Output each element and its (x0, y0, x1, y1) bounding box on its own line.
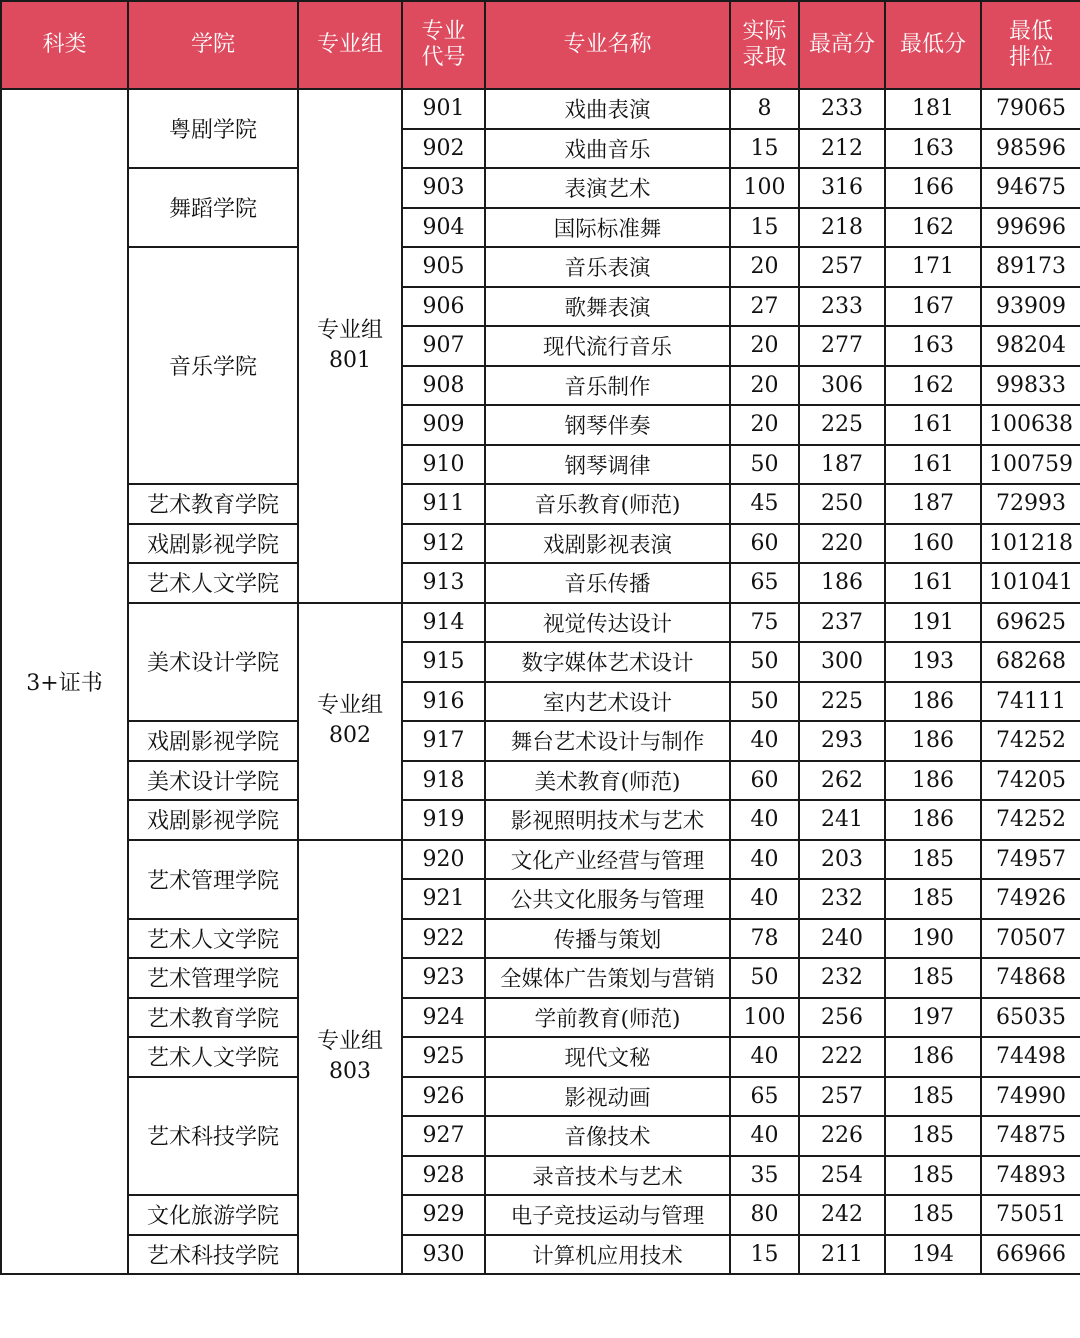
admitted-cell: 50 (730, 958, 799, 998)
table-row (1, 168, 1080, 208)
max-score-cell: 257 (799, 1077, 885, 1117)
min-score-cell: 187 (885, 484, 981, 524)
min-score-cell: 162 (885, 208, 981, 248)
table-row (1, 1077, 1080, 1117)
code-cell: 912 (402, 524, 485, 564)
min-score-cell: 185 (885, 840, 981, 880)
major-cell: 计算机应用技术 (485, 1235, 730, 1275)
max-score-cell: 242 (799, 1195, 885, 1235)
max-score-cell: 220 (799, 524, 885, 564)
college-cell: 美术设计学院 (128, 603, 298, 722)
max-score-cell: 241 (799, 800, 885, 840)
min-score-cell: 185 (885, 1116, 981, 1156)
min-score-cell: 185 (885, 958, 981, 998)
group-label: 专业组 (316, 317, 383, 343)
admitted-cell: 15 (730, 208, 799, 248)
min-rank-cell: 98596 (981, 129, 1080, 169)
code-cell: 901 (402, 89, 485, 129)
max-score-cell: 211 (799, 1235, 885, 1275)
header-rank-line2: 排位 (1008, 45, 1053, 70)
min-rank-cell: 100759 (981, 445, 1080, 485)
max-score-cell: 254 (799, 1156, 885, 1196)
college-cell: 戏剧影视学院 (128, 721, 298, 761)
major-cell: 室内艺术设计 (485, 682, 730, 722)
header-rank-line1: 最低 (1008, 19, 1053, 44)
header-min-rank (981, 1, 1080, 89)
group-number: 802 (329, 723, 371, 748)
major-cell: 现代文秘 (485, 1037, 730, 1077)
table-row (1, 919, 1080, 959)
admitted-cell: 15 (730, 129, 799, 169)
college-cell: 艺术科技学院 (128, 1077, 298, 1196)
code-cell: 923 (402, 958, 485, 998)
min-rank-cell: 70507 (981, 919, 1080, 959)
major-cell: 音乐制作 (485, 366, 730, 406)
admitted-cell: 65 (730, 563, 799, 603)
admitted-cell: 50 (730, 642, 799, 682)
major-cell: 影视动画 (485, 1077, 730, 1117)
min-rank-cell: 74205 (981, 761, 1080, 801)
table-row (1, 1037, 1080, 1077)
min-score-cell: 161 (885, 405, 981, 445)
code-cell: 917 (402, 721, 485, 761)
admitted-cell: 27 (730, 287, 799, 327)
major-cell: 戏曲表演 (485, 89, 730, 129)
group-cell (298, 840, 402, 1275)
admitted-cell: 8 (730, 89, 799, 129)
max-score-cell: 250 (799, 484, 885, 524)
min-rank-cell: 79065 (981, 89, 1080, 129)
admitted-cell: 35 (730, 1156, 799, 1196)
admitted-cell: 20 (730, 405, 799, 445)
table-row (1, 1235, 1080, 1275)
major-cell: 公共文化服务与管理 (485, 879, 730, 919)
max-score-cell: 293 (799, 721, 885, 761)
min-rank-cell: 74926 (981, 879, 1080, 919)
min-score-cell: 186 (885, 761, 981, 801)
min-rank-cell: 93909 (981, 287, 1080, 327)
college-cell: 艺术管理学院 (128, 840, 298, 919)
min-rank-cell: 72993 (981, 484, 1080, 524)
major-cell: 全媒体广告策划与营销 (485, 958, 730, 998)
min-rank-cell: 94675 (981, 168, 1080, 208)
header-category: 科类 (1, 1, 128, 89)
admitted-cell: 40 (730, 721, 799, 761)
min-rank-cell: 98204 (981, 326, 1080, 366)
min-score-cell: 193 (885, 642, 981, 682)
major-cell: 电子竞技运动与管理 (485, 1195, 730, 1235)
major-cell: 国际标准舞 (485, 208, 730, 248)
major-cell: 传播与策划 (485, 919, 730, 959)
max-score-cell: 212 (799, 129, 885, 169)
min-rank-cell: 74498 (981, 1037, 1080, 1077)
header-admitted-line2: 录取 (742, 45, 787, 70)
min-score-cell: 191 (885, 603, 981, 643)
header-college: 学院 (128, 1, 298, 89)
header-group: 专业组 (298, 1, 402, 89)
admitted-cell: 60 (730, 761, 799, 801)
group-cell (298, 89, 402, 603)
code-cell: 919 (402, 800, 485, 840)
max-score-cell: 233 (799, 89, 885, 129)
admitted-cell: 80 (730, 1195, 799, 1235)
table-row (1, 89, 1080, 129)
major-cell: 影视照明技术与艺术 (485, 800, 730, 840)
code-cell: 909 (402, 405, 485, 445)
min-score-cell: 190 (885, 919, 981, 959)
code-cell: 927 (402, 1116, 485, 1156)
max-score-cell: 262 (799, 761, 885, 801)
category-cell: 3+证书 (1, 89, 128, 1274)
code-cell: 925 (402, 1037, 485, 1077)
admitted-cell: 78 (730, 919, 799, 959)
major-cell: 美术教育(师范) (485, 761, 730, 801)
max-score-cell: 256 (799, 998, 885, 1038)
min-rank-cell: 74893 (981, 1156, 1080, 1196)
code-cell: 905 (402, 247, 485, 287)
max-score-cell: 237 (799, 603, 885, 643)
min-score-cell: 166 (885, 168, 981, 208)
college-cell: 艺术人文学院 (128, 919, 298, 959)
major-cell: 数字媒体艺术设计 (485, 642, 730, 682)
max-score-cell: 225 (799, 405, 885, 445)
admitted-cell: 50 (730, 445, 799, 485)
code-cell: 910 (402, 445, 485, 485)
min-score-cell: 161 (885, 563, 981, 603)
table-row (1, 563, 1080, 603)
min-score-cell: 186 (885, 1037, 981, 1077)
code-cell: 922 (402, 919, 485, 959)
college-cell: 艺术人文学院 (128, 1037, 298, 1077)
max-score-cell: 187 (799, 445, 885, 485)
max-score-cell: 233 (799, 287, 885, 327)
min-rank-cell: 65035 (981, 998, 1080, 1038)
table-row (1, 958, 1080, 998)
max-score-cell: 218 (799, 208, 885, 248)
max-score-cell: 300 (799, 642, 885, 682)
min-rank-cell: 74252 (981, 800, 1080, 840)
code-cell: 924 (402, 998, 485, 1038)
group-label: 专业组 (316, 1028, 383, 1054)
major-cell: 钢琴伴奏 (485, 405, 730, 445)
code-cell: 908 (402, 366, 485, 406)
code-cell: 915 (402, 642, 485, 682)
min-rank-cell: 101041 (981, 563, 1080, 603)
min-score-cell: 167 (885, 287, 981, 327)
code-cell: 907 (402, 326, 485, 366)
min-rank-cell: 74111 (981, 682, 1080, 722)
header-major: 专业名称 (485, 1, 730, 89)
admitted-cell: 45 (730, 484, 799, 524)
table-row (1, 721, 1080, 761)
code-cell: 902 (402, 129, 485, 169)
max-score-cell: 316 (799, 168, 885, 208)
admitted-cell: 20 (730, 366, 799, 406)
table-row (1, 840, 1080, 880)
college-cell: 艺术科技学院 (128, 1235, 298, 1275)
major-cell: 钢琴调律 (485, 445, 730, 485)
admitted-cell: 50 (730, 682, 799, 722)
college-cell: 戏剧影视学院 (128, 524, 298, 564)
min-score-cell: 197 (885, 998, 981, 1038)
table-row (1, 1195, 1080, 1235)
group-number: 801 (329, 347, 371, 373)
min-score-cell: 163 (885, 129, 981, 169)
admitted-cell: 40 (730, 879, 799, 919)
college-cell: 艺术教育学院 (128, 484, 298, 524)
max-score-cell: 232 (799, 879, 885, 919)
code-cell: 930 (402, 1235, 485, 1275)
table-row (1, 484, 1080, 524)
table-row (1, 800, 1080, 840)
min-score-cell: 186 (885, 721, 981, 761)
code-cell: 904 (402, 208, 485, 248)
admitted-cell: 100 (730, 998, 799, 1038)
college-cell: 音乐学院 (128, 247, 298, 484)
header-admitted-line1: 实际 (742, 19, 787, 44)
admitted-cell: 75 (730, 603, 799, 643)
min-score-cell: 185 (885, 879, 981, 919)
admitted-cell: 100 (730, 168, 799, 208)
min-rank-cell: 100638 (981, 405, 1080, 445)
header-code-line2: 代号 (421, 45, 466, 70)
code-cell: 918 (402, 761, 485, 801)
max-score-cell: 232 (799, 958, 885, 998)
header-code (402, 1, 485, 89)
major-cell: 舞台艺术设计与制作 (485, 721, 730, 761)
min-rank-cell: 75051 (981, 1195, 1080, 1235)
max-score-cell: 240 (799, 919, 885, 959)
major-cell: 戏剧影视表演 (485, 524, 730, 564)
min-score-cell: 185 (885, 1195, 981, 1235)
max-score-cell: 186 (799, 563, 885, 603)
college-cell: 艺术教育学院 (128, 998, 298, 1038)
code-cell: 926 (402, 1077, 485, 1117)
code-cell: 914 (402, 603, 485, 643)
admitted-cell: 40 (730, 1116, 799, 1156)
min-rank-cell: 99833 (981, 366, 1080, 406)
min-score-cell: 186 (885, 682, 981, 722)
major-cell: 音乐表演 (485, 247, 730, 287)
college-cell: 美术设计学院 (128, 761, 298, 801)
code-cell: 911 (402, 484, 485, 524)
admitted-cell: 65 (730, 1077, 799, 1117)
table-body (1, 89, 1080, 1274)
major-cell: 现代流行音乐 (485, 326, 730, 366)
min-rank-cell: 101218 (981, 524, 1080, 564)
major-cell: 歌舞表演 (485, 287, 730, 327)
header-row (1, 1, 1080, 89)
major-cell: 视觉传达设计 (485, 603, 730, 643)
min-rank-cell: 74957 (981, 840, 1080, 880)
major-cell: 音乐传播 (485, 563, 730, 603)
header-max-score: 最高分 (799, 1, 885, 89)
admitted-cell: 60 (730, 524, 799, 564)
max-score-cell: 226 (799, 1116, 885, 1156)
min-score-cell: 160 (885, 524, 981, 564)
group-number: 803 (329, 1058, 371, 1084)
min-score-cell: 181 (885, 89, 981, 129)
major-cell: 音乐教育(师范) (485, 484, 730, 524)
max-score-cell: 225 (799, 682, 885, 722)
min-score-cell: 185 (885, 1077, 981, 1117)
max-score-cell: 277 (799, 326, 885, 366)
code-cell: 929 (402, 1195, 485, 1235)
min-score-cell: 194 (885, 1235, 981, 1275)
min-score-cell: 185 (885, 1156, 981, 1196)
min-score-cell: 162 (885, 366, 981, 406)
header-min-score: 最低分 (885, 1, 981, 89)
major-cell: 表演艺术 (485, 168, 730, 208)
admitted-cell: 20 (730, 247, 799, 287)
header-admitted (730, 1, 799, 89)
college-cell: 艺术人文学院 (128, 563, 298, 603)
code-cell: 920 (402, 840, 485, 880)
min-score-cell: 186 (885, 800, 981, 840)
major-cell: 录音技术与艺术 (485, 1156, 730, 1196)
max-score-cell: 257 (799, 247, 885, 287)
max-score-cell: 306 (799, 366, 885, 406)
min-rank-cell: 89173 (981, 247, 1080, 287)
table-row (1, 524, 1080, 564)
group-cell (298, 603, 402, 840)
code-cell: 928 (402, 1156, 485, 1196)
group-label: 专业组 (316, 693, 383, 718)
code-cell: 916 (402, 682, 485, 722)
college-cell: 粤剧学院 (128, 89, 298, 168)
admitted-cell: 40 (730, 800, 799, 840)
max-score-cell: 203 (799, 840, 885, 880)
table-row (1, 247, 1080, 287)
college-cell: 舞蹈学院 (128, 168, 298, 247)
major-cell: 戏曲音乐 (485, 129, 730, 169)
major-cell: 音像技术 (485, 1116, 730, 1156)
college-cell: 文化旅游学院 (128, 1195, 298, 1235)
min-rank-cell: 74868 (981, 958, 1080, 998)
min-rank-cell: 68268 (981, 642, 1080, 682)
major-cell: 文化产业经营与管理 (485, 840, 730, 880)
code-cell: 903 (402, 168, 485, 208)
min-rank-cell: 74252 (981, 721, 1080, 761)
header-code-line1: 专业 (421, 19, 466, 44)
college-cell: 戏剧影视学院 (128, 800, 298, 840)
max-score-cell: 222 (799, 1037, 885, 1077)
college-cell: 艺术管理学院 (128, 958, 298, 998)
code-cell: 921 (402, 879, 485, 919)
table-row (1, 761, 1080, 801)
min-rank-cell: 66966 (981, 1235, 1080, 1275)
min-rank-cell: 99696 (981, 208, 1080, 248)
min-score-cell: 171 (885, 247, 981, 287)
table-row (1, 603, 1080, 643)
code-cell: 906 (402, 287, 485, 327)
min-rank-cell: 74875 (981, 1116, 1080, 1156)
min-score-cell: 161 (885, 445, 981, 485)
min-score-cell: 163 (885, 326, 981, 366)
min-rank-cell: 74990 (981, 1077, 1080, 1117)
admitted-cell: 40 (730, 840, 799, 880)
major-cell: 学前教育(师范) (485, 998, 730, 1038)
table-row (1, 998, 1080, 1038)
admitted-cell: 20 (730, 326, 799, 366)
code-cell: 913 (402, 563, 485, 603)
admitted-cell: 15 (730, 1235, 799, 1275)
min-rank-cell: 69625 (981, 603, 1080, 643)
admitted-cell: 40 (730, 1037, 799, 1077)
